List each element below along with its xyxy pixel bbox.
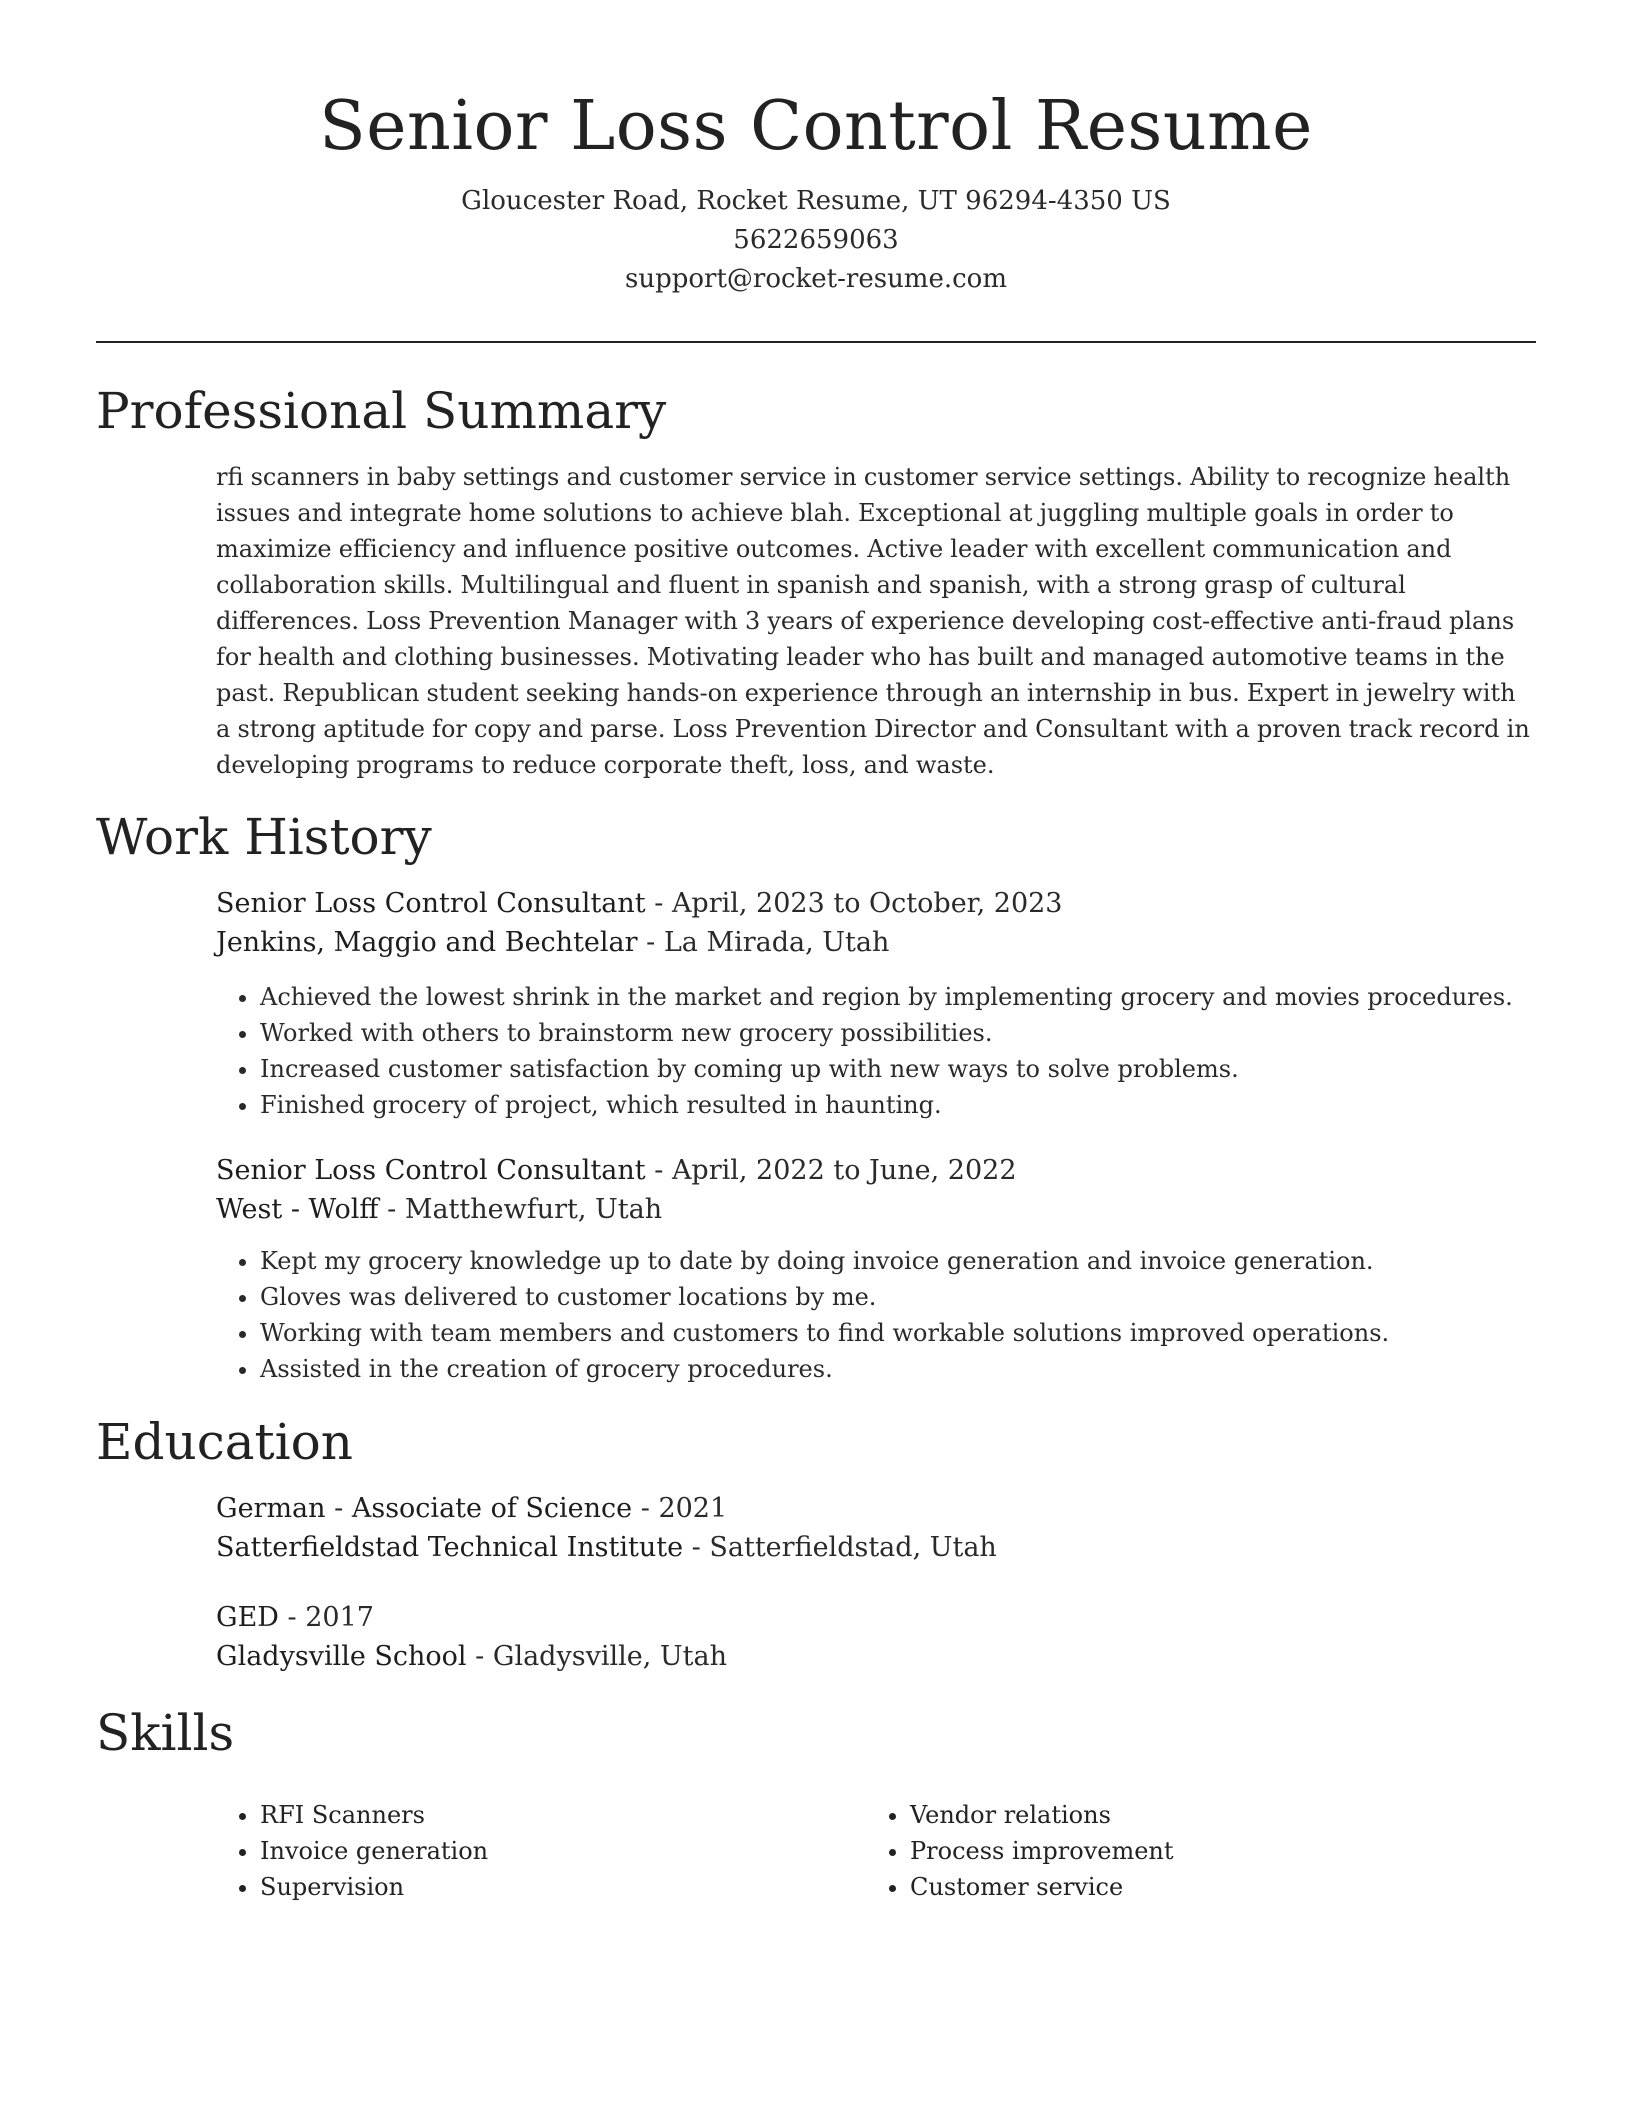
resume-header	[96, 82, 1536, 299]
job-title-line: Senior Loss Control Consultant - April, 2023 to October, 2023	[216, 888, 1063, 919]
education-school: Satterfieldstad Technical Institute	[216, 1532, 684, 1563]
header-divider	[96, 341, 1536, 343]
resume-title: Senior Loss Control Resume	[319, 87, 1313, 166]
section-title-summary: Professional Summary	[96, 382, 667, 440]
list-item: • Worked with others to brainstorm new grocery possibilities.	[260, 1015, 1536, 1051]
skills-column-left	[216, 1797, 866, 1905]
skills-list	[216, 1797, 866, 1905]
section-title-work: Work History	[96, 808, 432, 866]
list-item: • Achieved the lowest shrink in the market and region by implementing grocery and movies procedures.	[260, 979, 1536, 1015]
job-bullets	[216, 979, 1536, 1123]
skill-item: • RFI Scanners	[260, 1797, 866, 1833]
job-dates: April, 2022 to June, 2022	[671, 1155, 1017, 1186]
skill-item: • Supervision	[260, 1869, 866, 1905]
skill-item: • Invoice generation	[260, 1833, 866, 1869]
education-degree-line: GED - 2017	[216, 1602, 374, 1633]
job-location: Matthewfurt, Utah	[404, 1194, 663, 1225]
education-degree: GED	[216, 1602, 279, 1633]
education-entry	[216, 1489, 1536, 1567]
education-location: Gladysville, Utah	[492, 1641, 727, 1672]
skill-item: • Vendor relations	[910, 1797, 1516, 1833]
job-company-line: Jenkins, Maggio and Bechtelar - La Mirada, Utah	[216, 927, 890, 958]
education-school-line: Gladysville School - Gladysville, Utah	[216, 1641, 727, 1672]
list-item: • Increased customer satisfaction by coming up with new ways to solve problems.	[260, 1051, 1536, 1087]
section-title-education: Education	[96, 1413, 353, 1471]
contact-phone: 5622659063	[733, 225, 899, 255]
job-dates: April, 2023 to October, 2023	[671, 888, 1063, 919]
section-title-skills: Skills	[96, 1704, 235, 1762]
skills-list	[866, 1797, 1516, 1905]
education-entry	[216, 1598, 1536, 1676]
skills-grid	[216, 1797, 1536, 1905]
contact-email: support@rocket-resume.com	[624, 264, 1007, 294]
job-entry	[216, 884, 1536, 1123]
summary-text: rfi scanners in baby settings and customer service in customer service settings. Ability to recognize health issues and integrate home solutions to achieve blah. Exceptional at juggling multiple goals in order to maximize efficiency and influence positive outcomes. Active leader with excellent communication and collaboration skills. Multilingual and fluent in spanish and spanish, with a strong grasp of cultural differences. Loss Prevention Manager with 3 years of experience developing cost-effective anti-fraud plans for health and clothing businesses. Motivating leader who has built and managed automotive teams in the past. Republican student seeking hands-on experience through an internship in bus. Expert in jewelry with a strong aptitude for copy and parse. Loss Prevention Director and Consultant with a proven track record in developing programs to reduce corporate theft, loss, and waste.	[216, 463, 1530, 779]
summary-block	[216, 459, 1536, 783]
education-degree: Associate of Science	[351, 1493, 633, 1524]
job-location: La Mirada, Utah	[663, 927, 890, 958]
contact-address: Gloucester Road, Rocket Resume, UT 96294-4350 US	[461, 186, 1171, 216]
education-field: German	[216, 1493, 326, 1524]
education-year: 2021	[658, 1493, 728, 1524]
job-company: West - Wolff	[216, 1194, 379, 1225]
skill-item: • Customer service	[910, 1869, 1516, 1905]
list-item: • Gloves was delivered to customer locations by me.	[260, 1279, 1536, 1315]
job-company: Jenkins, Maggio and Bechtelar	[216, 927, 638, 958]
job-bullets	[216, 1243, 1536, 1387]
job-title-line: Senior Loss Control Consultant - April, 2022 to June, 2022	[216, 1155, 1017, 1186]
job-entry	[216, 1151, 1536, 1387]
education-year: 2017	[305, 1602, 374, 1633]
list-item: • Finished grocery of project, which resulted in haunting.	[260, 1087, 1536, 1123]
list-item: • Kept my grocery knowledge up to date by doing invoice generation and invoice generation.	[260, 1243, 1536, 1279]
skills-column-right	[866, 1797, 1516, 1905]
education-location: Satterfieldstad, Utah	[709, 1532, 997, 1563]
job-company-line: West - Wolff - Matthewfurt, Utah	[216, 1194, 663, 1225]
education-school: Gladysville School	[216, 1641, 467, 1672]
list-item: • Working with team members and customers to find workable solutions improved operations.	[260, 1315, 1536, 1351]
education-degree-line: German - Associate of Science - 2021	[216, 1493, 728, 1524]
job-position: Senior Loss Control Consultant	[216, 1155, 646, 1186]
education-school-line: Satterfieldstad Technical Institute - Satterfieldstad, Utah	[216, 1532, 997, 1563]
job-position: Senior Loss Control Consultant	[216, 888, 646, 919]
list-item: • Assisted in the creation of grocery procedures.	[260, 1351, 1536, 1387]
skill-item: • Process improvement	[910, 1833, 1516, 1869]
